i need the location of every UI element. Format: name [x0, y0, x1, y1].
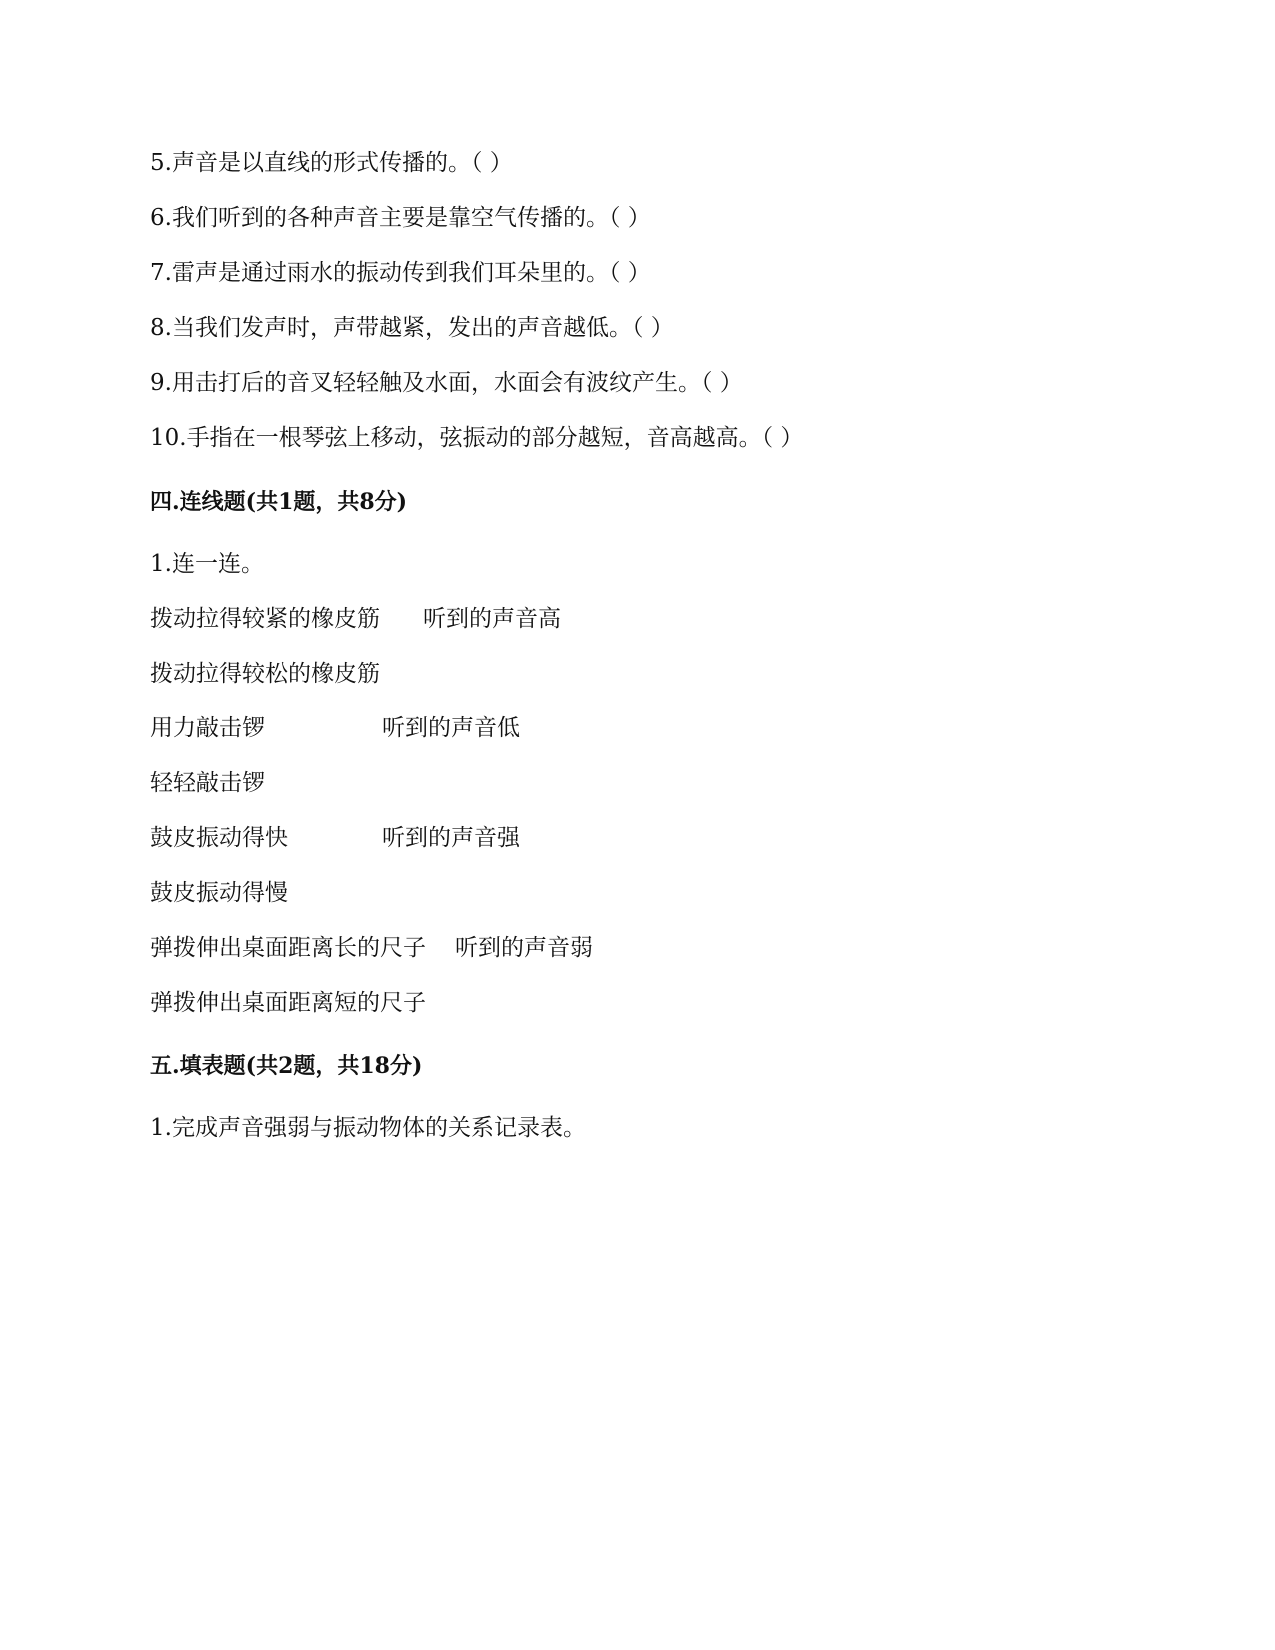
judgement-item-10: 10.手指在一根琴弦上移动，弦振动的部分越短，音高越高。（ ） [150, 425, 804, 451]
judgement-item-5: 5.声音是以直线的形式传播的。（ ） [150, 150, 513, 176]
match-left-item: 轻轻敲击锣 [150, 770, 265, 796]
match-left-item: 拨动拉得较松的橡皮筋 [150, 661, 380, 687]
judgement-item-7: 7.雷声是通过雨水的振动传到我们耳朵里的。（ ） [150, 260, 651, 286]
judgement-item-9: 9.用击打后的音叉轻轻触及水面，水面会有波纹产生。（ ） [150, 370, 743, 396]
section-four-heading: 四.连线题(共1题，共8分) [150, 489, 408, 515]
section-four-question: 1.连一连。 [150, 551, 264, 577]
match-right-item: 听到的声音强 [382, 825, 520, 851]
match-left-item: 弹拨伸出桌面距离短的尺子 [150, 990, 426, 1016]
match-left-item: 鼓皮振动得慢 [150, 880, 288, 906]
match-right-item: 听到的声音低 [382, 715, 520, 741]
match-left-item: 拨动拉得较紧的橡皮筋 [150, 606, 380, 632]
match-left-item: 用力敲击锣 [150, 715, 265, 741]
section-five-heading: 五.填表题(共2题，共18分) [150, 1053, 423, 1079]
judgement-item-6: 6.我们听到的各种声音主要是靠空气传播的。（ ） [150, 205, 651, 231]
match-left-item: 鼓皮振动得快 [150, 825, 288, 851]
match-left-item: 弹拨伸出桌面距离长的尺子 [150, 935, 426, 961]
judgement-item-8: 8.当我们发声时，声带越紧，发出的声音越低。（ ） [150, 315, 674, 341]
match-right-item: 听到的声音弱 [455, 935, 593, 961]
match-right-item: 听到的声音高 [423, 606, 561, 632]
section-five-question: 1.完成声音强弱与振动物体的关系记录表。 [150, 1115, 586, 1141]
